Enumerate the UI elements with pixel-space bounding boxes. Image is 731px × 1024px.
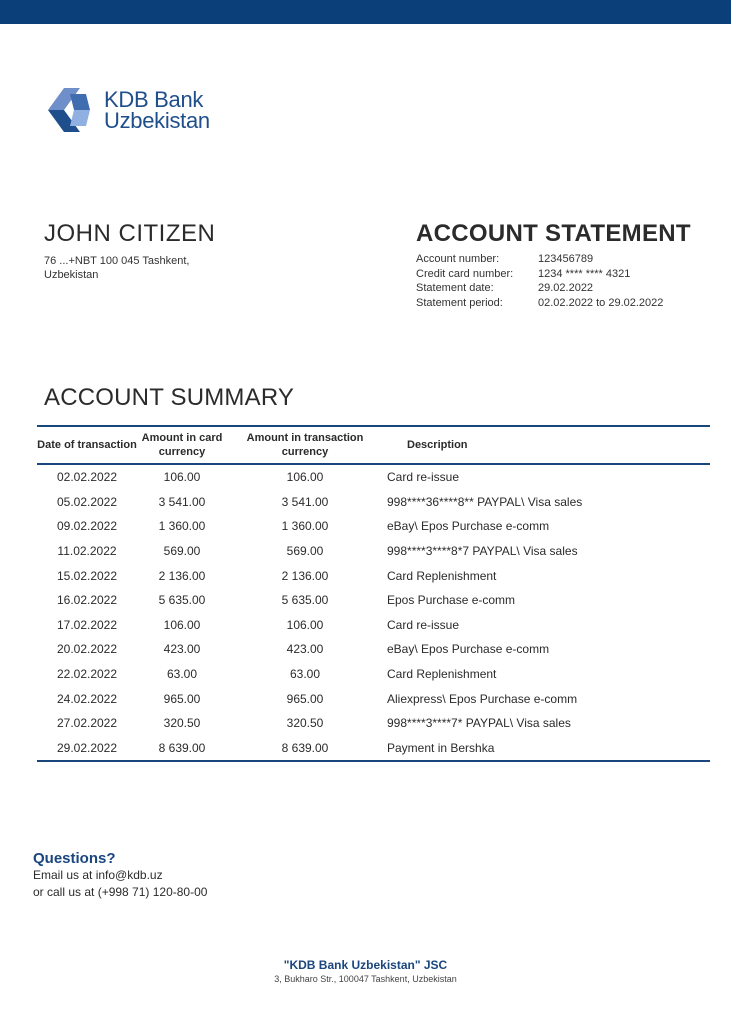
transactions-table: [37, 425, 710, 762]
cell-description: Epos Purchase e-comm: [387, 593, 516, 608]
cell-description: Aliexpress\ Epos Purchase e-comm: [387, 691, 578, 706]
cell-tx-amount: 106.00: [286, 617, 324, 632]
table-header-row: [37, 426, 710, 464]
cell-tx-amount: 423.00: [286, 642, 324, 657]
statement-info: [416, 220, 706, 310]
cell-card-amount: 106.00: [163, 617, 201, 632]
info-value: 29.02.2022: [538, 282, 594, 294]
email-line: Email us at info@kdb.uz: [33, 868, 163, 882]
table-row: [37, 637, 710, 662]
call-line: or call us at (+998 71) 120-80-00: [33, 885, 208, 899]
header-description: Description: [407, 439, 468, 451]
top-bar: [0, 0, 731, 24]
cell-description: 998****3****8*7 PAYPAL\ Visa sales: [387, 544, 578, 559]
cell-description: 998****36****8** PAYPAL\ Visa sales: [387, 494, 583, 509]
cell-card-amount: 965.00: [163, 691, 201, 706]
info-row-card: [416, 267, 706, 282]
cell-card-amount: 320.50: [163, 716, 201, 731]
cell-description: Card re-issue: [387, 470, 460, 485]
cell-date: 09.02.2022: [56, 519, 118, 534]
cell-card-amount: 106.00: [163, 470, 201, 485]
footer-company: "KDB Bank Uzbekistan" JSC: [283, 958, 448, 972]
bank-logo: [44, 86, 210, 134]
info-row-account: [416, 252, 706, 267]
footer-address: 3, Bukharo Str., 100047 Tashkent, Uzbekistan: [274, 974, 457, 984]
cell-card-amount: 3 541.00: [158, 494, 206, 509]
cell-tx-amount: 2 136.00: [281, 568, 329, 583]
info-row-period: [416, 296, 706, 311]
cell-tx-amount: 106.00: [286, 470, 324, 485]
holder-address-line2: Uzbekistan: [44, 269, 99, 281]
cell-description: eBay\ Epos Purchase e-comm: [387, 519, 550, 534]
cell-date: 29.02.2022: [56, 740, 118, 755]
holder-address-line1: 76 ...+NBT 100 045 Tashkent,: [44, 255, 190, 267]
cell-tx-amount: 3 541.00: [281, 494, 329, 509]
header-tx-amount: Amount in transaction currency: [246, 432, 364, 458]
cell-description: Payment in Bershka: [387, 740, 495, 755]
cell-card-amount: 569.00: [163, 544, 201, 559]
cell-description: Card Replenishment: [387, 667, 497, 682]
cell-tx-amount: 569.00: [286, 544, 324, 559]
cell-description: Card re-issue: [387, 617, 460, 632]
cell-description: eBay\ Epos Purchase e-comm: [387, 642, 550, 657]
info-value: 123456789: [538, 253, 594, 265]
header-card-amount: Amount in card currency: [141, 432, 223, 458]
cell-card-amount: 63.00: [166, 667, 198, 682]
cell-date: 05.02.2022: [56, 494, 118, 509]
cell-date: 27.02.2022: [56, 716, 118, 731]
summary-title: ACCOUNT SUMMARY: [44, 384, 295, 411]
info-value: 1234 **** **** 4321: [538, 267, 631, 280]
cell-date: 11.02.2022: [57, 544, 117, 559]
table-row: [37, 686, 710, 711]
cell-date: 22.02.2022: [56, 667, 118, 682]
cell-card-amount: 2 136.00: [158, 568, 206, 583]
questions-title: Questions?: [33, 850, 116, 867]
cell-description: Card Replenishment: [387, 568, 497, 583]
footer: [0, 958, 731, 984]
table-row: [37, 662, 710, 687]
brand-name-line1: KDB Bank: [104, 87, 204, 112]
cell-date: 20.02.2022: [56, 642, 118, 657]
cell-card-amount: 1 360.00: [158, 519, 206, 534]
cell-date: 02.02.2022: [56, 470, 118, 485]
cell-date: 24.02.2022: [56, 691, 118, 706]
cell-card-amount: 423.00: [163, 642, 201, 657]
header-date: Date of transaction: [37, 439, 137, 451]
table-row: [37, 490, 710, 515]
table-row: [37, 711, 710, 736]
table-row: [37, 464, 710, 490]
info-label: Account number:: [416, 253, 500, 265]
cell-date: 15.02.2022: [56, 568, 118, 583]
brand-name-line2: Uzbekistan: [104, 108, 210, 133]
cell-card-amount: 8 639.00: [158, 740, 206, 755]
questions-section: [33, 850, 207, 901]
info-label: Statement period:: [416, 296, 503, 309]
info-value: 02.02.2022 to 29.02.2022: [538, 296, 664, 309]
cell-card-amount: 5 635.00: [158, 593, 206, 608]
info-label: Statement date:: [416, 282, 494, 294]
transactions-table-wrapper: [37, 425, 710, 762]
cell-tx-amount: 320.50: [286, 716, 324, 731]
account-holder: [44, 220, 294, 282]
kdb-logo-icon: [44, 86, 94, 134]
cell-tx-amount: 8 639.00: [281, 740, 329, 755]
table-row: [37, 514, 710, 539]
holder-name: JOHN CITIZEN: [44, 220, 216, 247]
info-row-date: [416, 281, 706, 296]
table-row: [37, 539, 710, 564]
cell-tx-amount: 5 635.00: [281, 593, 329, 608]
cell-description: 998****3****7* PAYPAL\ Visa sales: [387, 716, 571, 731]
table-row: [37, 563, 710, 588]
table-row: [37, 613, 710, 638]
table-row: [37, 736, 710, 762]
cell-date: 17.02.2022: [56, 617, 118, 632]
cell-date: 16.02.2022: [56, 593, 118, 608]
cell-tx-amount: 965.00: [286, 691, 324, 706]
cell-tx-amount: 1 360.00: [281, 519, 329, 534]
cell-tx-amount: 63.00: [289, 667, 321, 682]
table-row: [37, 588, 710, 613]
statement-title: ACCOUNT STATEMENT: [416, 220, 691, 247]
info-label: Credit card number:: [416, 267, 514, 280]
